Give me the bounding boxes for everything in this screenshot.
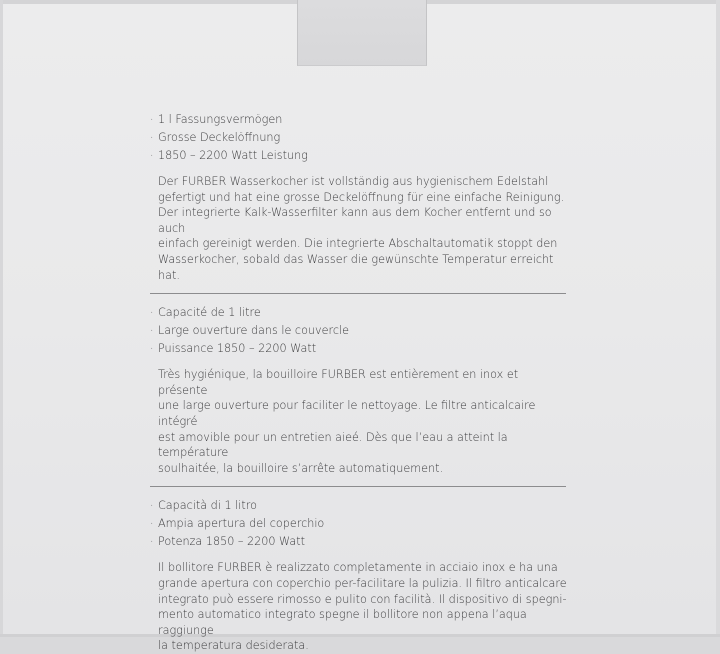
bullet-dot-icon: · bbox=[150, 306, 154, 320]
section-divider bbox=[150, 486, 566, 487]
description-french: Très hygiénique, la bouilloire FURBER est entièrement en inox et présente une large ouverture pour faciliter le nettoyage. Le filtre anticalcaire intégré est amovible pour un entretien aieé. Dès que l’eau a atteint la température soulhaitée, la bouilloire s’arrête automatiquement. bbox=[158, 368, 536, 475]
feature-item bbox=[150, 322, 570, 340]
bullet-dot-icon: · bbox=[150, 113, 154, 126]
box-flap bbox=[297, 0, 427, 66]
feature-list-french bbox=[150, 304, 570, 358]
feature-text: Grosse Deckelöffnung bbox=[158, 131, 281, 144]
box-right-edge bbox=[716, 0, 720, 637]
product-description bbox=[150, 111, 570, 654]
feature-item bbox=[150, 129, 570, 147]
feature-item bbox=[150, 304, 570, 322]
description-german: Der FURBER Wasserkocher ist vollständig aus hygienischem Edelstahl gefertigt und hat eine grosse Deckelöffnung für eine einfache Reinigung. Der integrierte Kalk-Wasserfilter kann aus dem Kocher entfernt und so auch einfach gereinigt werden. Die integrierte Abschaltautomatik stoppt den Wasserkocher, sobald das Wasser die gewünschte Temperatur erreicht hat. bbox=[158, 175, 565, 282]
bullet-dot-icon: · bbox=[150, 535, 154, 549]
feature-list-german bbox=[150, 111, 570, 165]
feature-item bbox=[150, 533, 570, 551]
feature-text: Potenza 1850 – 2200 Watt bbox=[158, 535, 306, 549]
bullet-dot-icon: · bbox=[150, 499, 154, 513]
bullet-dot-icon: · bbox=[150, 131, 154, 144]
feature-text: Capacité de 1 litre bbox=[158, 306, 261, 320]
section-german bbox=[150, 111, 570, 283]
feature-item bbox=[150, 111, 570, 129]
feature-item bbox=[150, 340, 570, 358]
feature-text: Large ouverture dans le couvercle bbox=[158, 324, 350, 338]
bullet-dot-icon: · bbox=[150, 517, 154, 531]
section-french bbox=[150, 304, 570, 476]
feature-text: Ampia apertura del coperchio bbox=[158, 517, 325, 531]
feature-text: 1 l Fassungsvermögen bbox=[158, 113, 283, 126]
bullet-dot-icon: · bbox=[150, 324, 154, 338]
feature-item bbox=[150, 147, 570, 165]
feature-text: Capacità di 1 litro bbox=[158, 499, 257, 513]
box-left-edge bbox=[0, 0, 3, 637]
description-italian: Il bollitore FURBER è realizzato completamente in acciaio inox e ha una grande apertura con coperchio per-facilitare la pulizia. Il filtro anticalcare integrato può essere rimosso e pulito con facilità. Il dispositivo di spegni- mento automatico integrato spegne il bollitore non appena l’aqua raggiunge la temperatura desiderata. bbox=[158, 561, 567, 653]
feature-list-italian bbox=[150, 497, 570, 551]
feature-item bbox=[150, 497, 570, 515]
feature-text: Puissance 1850 – 2200 Watt bbox=[158, 342, 317, 356]
feature-text: 1850 – 2200 Watt Leistung bbox=[158, 149, 308, 162]
bullet-dot-icon: · bbox=[150, 342, 154, 356]
section-italian bbox=[150, 497, 570, 654]
feature-item bbox=[150, 515, 570, 533]
section-divider bbox=[150, 293, 566, 294]
bullet-dot-icon: · bbox=[150, 149, 154, 162]
